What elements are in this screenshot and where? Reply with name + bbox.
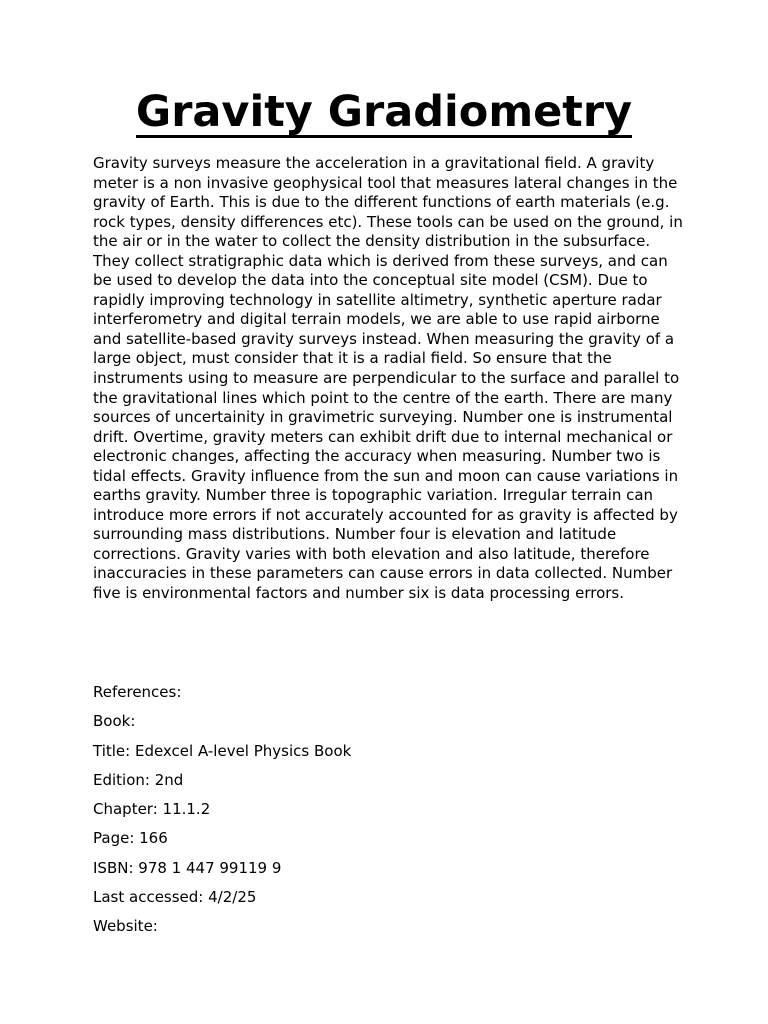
page-title-text: Gravity Gradiometry bbox=[135, 87, 633, 137]
reference-line-edition: Edition: 2nd bbox=[93, 770, 184, 789]
reference-line-chapter: Chapter: 11.1.2 bbox=[93, 800, 211, 819]
reference-line-last-accessed: Last accessed: 4/2/25 bbox=[93, 888, 257, 907]
reference-line-book: Book: bbox=[93, 712, 136, 731]
reference-line-page: Page: 166 bbox=[93, 829, 168, 848]
references-heading: References: bbox=[93, 683, 182, 701]
reference-line-title: Title: Edexcel A-level Physics Book bbox=[93, 741, 352, 760]
references-list bbox=[93, 682, 683, 946]
reference-line-website: Website: bbox=[93, 917, 158, 936]
reference-line-isbn: ISBN: 978 1 447 99119 9 bbox=[93, 858, 282, 877]
body-paragraph: Gravity surveys measure the acceleration in a gravitational field. A gravity meter is a non invasive geophysical tool that measures lateral changes in the gravity of Earth. This is due to the different functions of earth materials (e.g. rock types, density differences etc). These tools can be used on the ground, in the air or in the water to collect the density distribution in the subsurface. They collect stratigraphic data which is derived from these surveys, and can be used to develop the data into the conceptual site model (CSM). Due to rapidly improving technology in satellite altimetry, synthetic aperture radar interferometry and digital terrain models, we are able to use rapid airborne and satellite-based gravity surveys instead. When measuring the gravity of a large object, must consider that it is a radial field. So ensure that the instruments using to measure are perpendicular to the surface and parallel to the gravitational lines which point to the centre of the earth. There are many sources of uncertainity in gravimetric surveying. Number one is instrumental drift. Overtime, gravity meters can exhibit drift due to internal mechanical or electronic changes, affecting the accuracy when measuring. Number two is tidal effects. Gravity influence from the sun and moon can cause variations in earths gravity. Number three is topographic variation. Irregular terrain can introduce more errors if not accurately accounted for as gravity is affected by surrounding mass distributions. Number four is elevation and latitude corrections. Gravity varies with both elevation and also latitude, therefore inaccuracies in these parameters can cause errors in data collected. Number five is environmental factors and number six is data processing errors. bbox=[93, 154, 683, 603]
page-title bbox=[0, 84, 768, 140]
